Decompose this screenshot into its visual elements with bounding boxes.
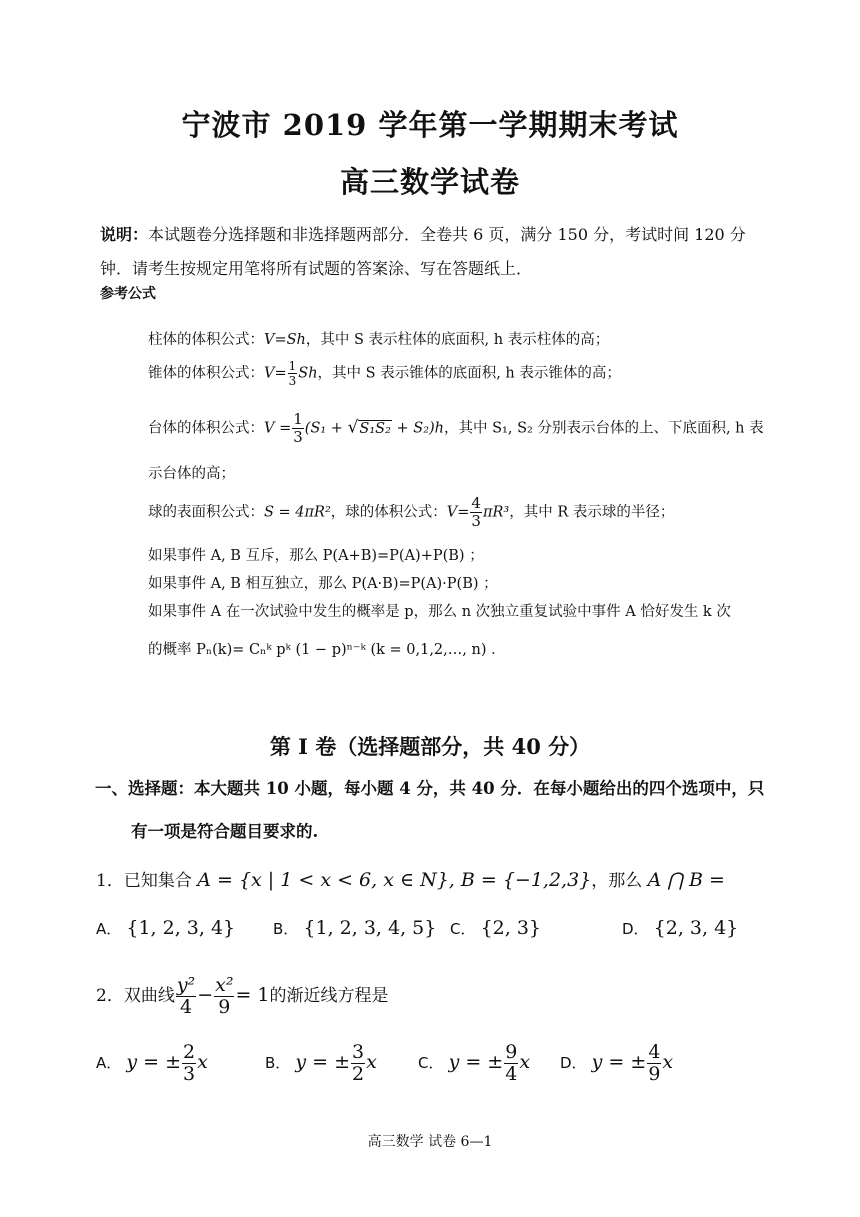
option-label: B． — [273, 920, 299, 938]
formula-prism-desc: ，其中 S 表示柱体的底面积, h 表示柱体的高； — [305, 332, 610, 348]
option-post: x — [366, 1051, 377, 1073]
formula-bernoulli-2: 的概率 Pₙ(k)= Cₙᵏ pᵏ (1 − p)ⁿ⁻ᵏ (k = 0,1,2,…, n) ． — [148, 642, 506, 658]
formula-cone-label: 锥体的体积公式： — [148, 365, 264, 382]
option-label: A． — [96, 1054, 122, 1072]
fraction-denominator: 4 — [179, 996, 193, 1018]
question-number: 1． — [96, 871, 124, 891]
formula-frustum-fraction — [292, 412, 304, 445]
page-footer: 高三数学 试卷 6—1 — [367, 1134, 493, 1150]
option-pre: y = ± — [591, 1051, 647, 1073]
formula-frustum-desc: ，其中 S₁, S₂ 分别表示台体的上、下底面积, h 表 — [444, 420, 764, 437]
formula-sphere-mid: ，球的体积公式： — [330, 504, 447, 521]
question-2-fraction-2 — [214, 976, 234, 1017]
intro-label: 说明： — [100, 225, 149, 244]
option-text: {2, 3, 4} — [653, 917, 739, 939]
formula-prism — [148, 328, 609, 349]
option-fraction — [504, 1043, 518, 1084]
fraction-denominator: 9 — [648, 1063, 661, 1085]
formula-frustum-post: + S₂)h — [391, 420, 445, 437]
question-1-sets: A = {x | 1 < x < 6, x ∈ N}, B = {−1,2,3} — [197, 869, 592, 891]
formula-sphere-desc: ，其中 R 表示球的半径； — [509, 504, 675, 521]
option-fraction — [351, 1043, 365, 1084]
equals-one: = 1 — [235, 984, 270, 1006]
formula-frustum-pre: (S₁ + — [304, 420, 348, 437]
fraction-numerator: 4 — [471, 494, 481, 512]
formula-cone-desc: ，其中 S 表示锥体的底面积, h 表示锥体的高； — [317, 365, 621, 382]
formula-prism-math: V=Sh — [264, 332, 306, 348]
fraction-numerator: 3 — [352, 1041, 365, 1063]
option-text: {1, 2, 3, 4, 5} — [303, 917, 437, 939]
fraction-numerator: x² — [215, 974, 234, 996]
question-1-option-d[interactable] — [622, 917, 738, 939]
fraction-denominator: 3 — [183, 1063, 196, 1085]
formula-sphere — [148, 496, 674, 529]
exam-subtitle: 高三数学试卷 — [339, 165, 520, 199]
section-instruction-2: 有一项是符合题目要求的. — [131, 822, 319, 841]
fraction-denominator: 3 — [471, 512, 481, 530]
option-text: {2, 3} — [480, 917, 542, 939]
formula-sphere-lhs: V= — [446, 504, 470, 521]
section-title: 第 Ⅰ 卷（选择题部分，共 40 分） — [269, 734, 591, 759]
option-label: D． — [560, 1054, 587, 1072]
question-1-option-b[interactable] — [273, 917, 436, 939]
formula-exclusive: 如果事件 A, B 互斥，那么 P(A+B)=P(A)+P(B) ； — [148, 548, 484, 564]
question-number: 2． — [96, 986, 124, 1006]
fraction-numerator: 2 — [183, 1041, 196, 1063]
option-post: x — [519, 1051, 531, 1073]
option-label: D． — [622, 920, 649, 938]
formula-frustum-radicand: S₁S₂ — [359, 420, 391, 437]
formula-sphere-surface: S = 4πR² — [264, 504, 331, 521]
option-label: A． — [96, 920, 122, 938]
formula-frustum-desc-2: 示台体的高； — [148, 466, 235, 482]
formula-frustum-label: 台体的体积公式： — [148, 420, 264, 437]
formula-independent: 如果事件 A, B 相互独立，那么 P(A·B)=P(A)·P(B) ； — [148, 576, 498, 592]
section-instruction-1: 一、选择题：本大题共 10 小题，每小题 4 分，共 40 分．在每小题给出的四个选项中，只 — [95, 779, 765, 798]
sqrt-icon: √ — [347, 417, 359, 438]
formula-cone-lhs: V= — [264, 365, 287, 382]
question-1-stem-pre: 已知集合 — [123, 871, 198, 891]
option-pre: y = ± — [295, 1051, 351, 1073]
formula-prism-label: 柱体的体积公式： — [148, 332, 264, 348]
question-1-intersection: A ⋂ B = — [647, 869, 725, 891]
formula-sphere-label: 球的表面积公式： — [148, 504, 264, 521]
fraction-numerator: 1 — [288, 359, 297, 373]
question-2-stem-pre: 双曲线 — [123, 986, 175, 1006]
fraction-denominator: 9 — [218, 996, 231, 1018]
option-label: B． — [265, 1054, 291, 1072]
question-1-option-a[interactable] — [96, 917, 235, 939]
fraction-numerator: 4 — [648, 1041, 661, 1063]
question-2-option-b[interactable] — [265, 1043, 377, 1084]
formula-sphere-rhs: πR³ — [482, 504, 510, 521]
option-pre: y = ± — [126, 1051, 182, 1073]
fraction-denominator: 4 — [505, 1063, 518, 1085]
intro-line-1 — [100, 224, 746, 246]
fraction-numerator: 1 — [293, 410, 303, 428]
option-label: C． — [418, 1054, 444, 1072]
question-1-stem-mid: ，那么 — [591, 871, 648, 891]
fraction-denominator: 2 — [352, 1063, 365, 1085]
option-post: x — [662, 1051, 674, 1073]
formula-frustum-lhs: V = — [264, 420, 292, 437]
formula-sphere-fraction — [470, 496, 482, 529]
question-2-option-c[interactable] — [418, 1043, 530, 1084]
formula-cone-rhs: Sh — [298, 365, 318, 382]
fraction-denominator: 3 — [288, 374, 297, 388]
formula-frustum — [148, 412, 764, 445]
minus-sign: − — [197, 984, 214, 1006]
option-label: C． — [450, 920, 476, 938]
formula-cone-fraction — [288, 360, 298, 387]
option-fraction — [647, 1043, 661, 1084]
question-2-stem-post: 的渐近线方程是 — [269, 986, 389, 1006]
exam-title: 宁波市 2019 学年第一学期期末考试 — [181, 108, 679, 142]
question-2-option-a[interactable] — [96, 1043, 208, 1084]
option-fraction — [182, 1043, 196, 1084]
question-2-stem — [96, 976, 389, 1017]
fraction-numerator: 9 — [505, 1041, 518, 1063]
question-2-fraction-1 — [176, 976, 196, 1017]
option-text: {1, 2, 3, 4} — [126, 917, 236, 939]
option-post: x — [197, 1051, 208, 1073]
formulas-heading: 参考公式 — [100, 286, 156, 302]
question-1-option-c[interactable] — [450, 917, 541, 939]
option-pre: y = ± — [448, 1051, 504, 1073]
question-1-stem — [96, 866, 725, 891]
formula-bernoulli-1: 如果事件 A 在一次试验中发生的概率是 p，那么 n 次独立重复试验中事件 A 恰好发生 k 次 — [148, 604, 731, 620]
intro-text-1: 本试题卷分选择题和非选择题两部分．全卷共 6 页，满分 150 分，考试时间 120 分 — [148, 225, 746, 244]
intro-line-2: 钟．请考生按规定用笔将所有试题的答案涂、写在答题纸上． — [100, 259, 533, 278]
fraction-numerator: y² — [176, 974, 196, 996]
formula-cone — [148, 360, 621, 387]
question-2-option-d[interactable] — [560, 1043, 673, 1084]
fraction-denominator: 3 — [293, 428, 303, 446]
